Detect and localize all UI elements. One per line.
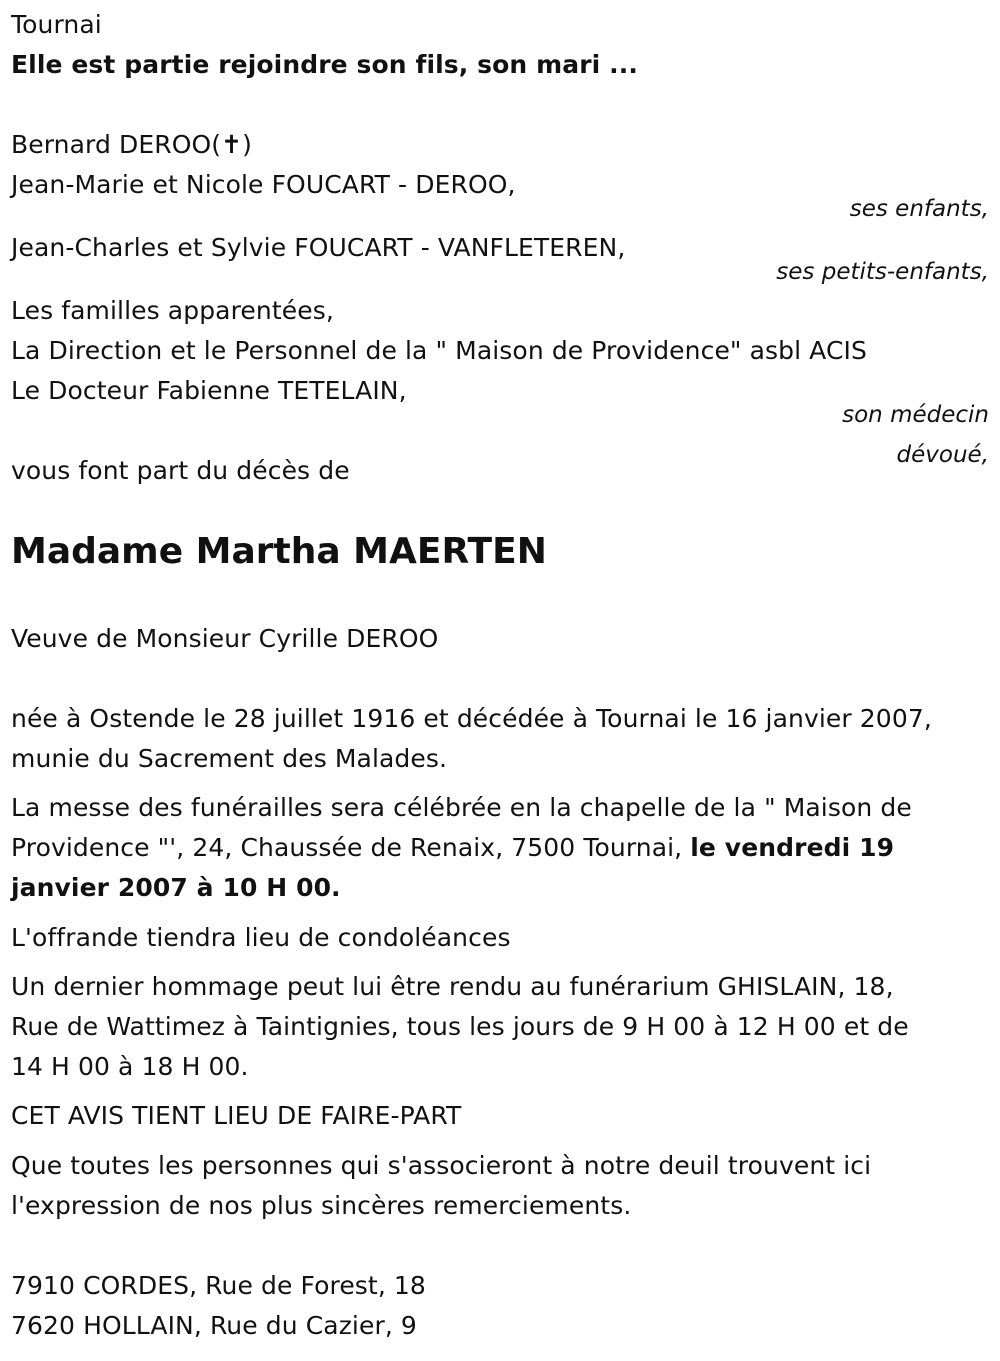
announce-text: vous font part du décès de [11, 456, 350, 485]
birth-death: née à Ostende le 28 juillet 1916 et décédée à Tournai le 16 janvier 2007, [11, 704, 932, 733]
family-doctor: Le Docteur Fabienne TETELAIN, [11, 376, 407, 405]
notice-text: CET AVIS TIENT LIEU DE FAIRE-PART [11, 1101, 462, 1130]
funeral-line-1: La messe des funérailles sera célébrée en la chapelle de la " Maison de [11, 793, 912, 822]
homage-line-1: Un dernier hommage peut lui être rendu au funérarium GHISLAIN, 18, [11, 972, 894, 1001]
homage-line-3: 14 H 00 à 18 H 00. [11, 1052, 249, 1081]
tagline: Elle est partie rejoindre son fils, son mari ... [11, 50, 638, 79]
widow-of: Veuve de Monsieur Cyrille DEROO [11, 624, 439, 653]
funeral-line-2 [11, 828, 894, 868]
thanks-line-2: l'expression de nos plus sincères remerciements. [11, 1191, 632, 1220]
family-children: Jean-Marie et Nicole FOUCART - DEROO, [11, 170, 516, 199]
homage-line-2: Rue de Wattimez à Taintignies, tous les jours de 9 H 00 à 12 H 00 et de [11, 1012, 909, 1041]
funeral-location: Providence "', 24, Chaussée de Renaix, 7500 Tournai, [11, 833, 691, 862]
role-children: ses enfants, [849, 196, 989, 222]
address-hollain: 7620 HOLLAIN, Rue du Cazier, 9 [11, 1311, 417, 1340]
role-grandchildren: ses petits-enfants, [776, 259, 989, 285]
funeral-date-part-2: janvier 2007 à 10 H 00. [11, 873, 341, 902]
offering: L'offrande tiendra lieu de condoléances [11, 923, 511, 952]
family-institution: La Direction et le Personnel de la " Maison de Providence" asbl ACIS [11, 336, 867, 365]
funeral-date-part-1: le vendredi 19 [690, 833, 895, 862]
sacrament: munie du Sacrement des Malades. [11, 744, 448, 773]
family-relatives: Les familles apparentées, [11, 296, 334, 325]
role-doctor-1: son médecin [842, 402, 989, 428]
family-grandchildren: Jean-Charles et Sylvie FOUCART - VANFLETEREN, [11, 233, 626, 262]
city-heading: Tournai [11, 10, 102, 39]
family-son: Bernard DEROO(✝) [11, 130, 253, 159]
deceased-name: Madame Martha MAERTEN [11, 531, 547, 572]
role-doctor-2: dévoué, [896, 442, 989, 468]
address-cordes: 7910 CORDES, Rue de Forest, 18 [11, 1271, 426, 1300]
thanks-line-1: Que toutes les personnes qui s'associeront à notre deuil trouvent ici [11, 1151, 872, 1180]
